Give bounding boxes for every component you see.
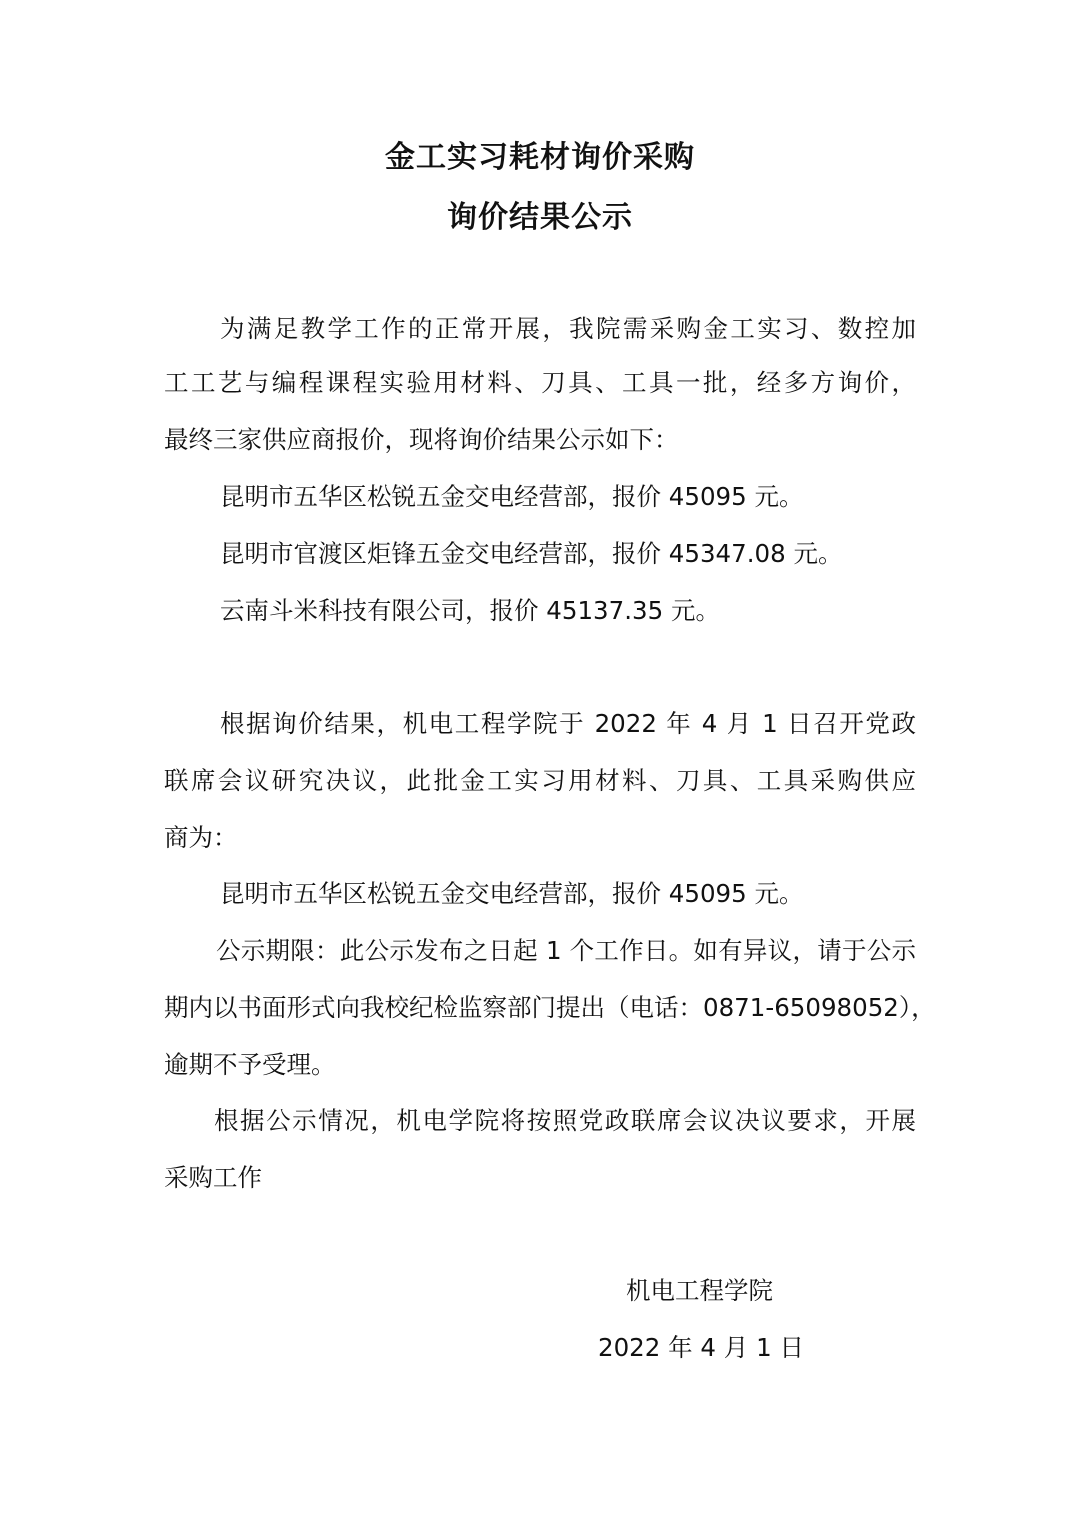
- document-title-line-2: 询价结果公示: [447, 200, 633, 235]
- intro-paragraph-line-2: 工工艺与编程课程实验用材料、刀具、工具一批，经多方询价，: [164, 368, 916, 397]
- notice-period-line-3: 逾期不予受理。: [164, 1050, 336, 1079]
- quote-item: 昆明市官渡区炬锋五金交电经营部，报价 45347.08 元。: [220, 539, 843, 568]
- notice-period-line-2: 期内以书面形式向我校纪检监察部门提出（电话：0871-65098052），: [164, 993, 936, 1022]
- intro-paragraph-line-3: 最终三家供应商报价，现将询价结果公示如下：: [164, 425, 679, 454]
- decision-paragraph-line-3: 商为：: [164, 823, 238, 852]
- quote-item: 昆明市五华区松锐五金交电经营部，报价 45095 元。: [220, 482, 804, 511]
- notice-period-line-1: 公示期限：此公示发布之日起 1 个工作日。如有异议，请于公示: [216, 936, 916, 965]
- intro-paragraph-line-1: 为满足教学工作的正常开展，我院需采购金工实习、数控加: [220, 314, 916, 343]
- document-title-line-1: 金工实习耗材询价采购: [385, 140, 695, 175]
- signature-date: 2022 年 4 月 1 日: [598, 1333, 804, 1362]
- decision-paragraph-line-1: 根据询价结果，机电工程学院于 2022 年 4 月 1 日召开党政: [220, 709, 916, 738]
- closing-paragraph-line-1: 根据公示情况，机电学院将按照党政联席会议决议要求，开展: [214, 1106, 916, 1135]
- closing-paragraph-line-2: 采购工作: [164, 1163, 262, 1192]
- decision-paragraph-line-2: 联席会议研究决议，此批金工实习用材料、刀具、工具采购供应: [164, 766, 916, 795]
- quote-item: 云南斗米科技有限公司，报价 45137.35 元。: [220, 596, 720, 625]
- selected-supplier: 昆明市五华区松锐五金交电经营部，报价 45095 元。: [220, 879, 804, 908]
- signature-organization: 机电工程学院: [626, 1276, 773, 1305]
